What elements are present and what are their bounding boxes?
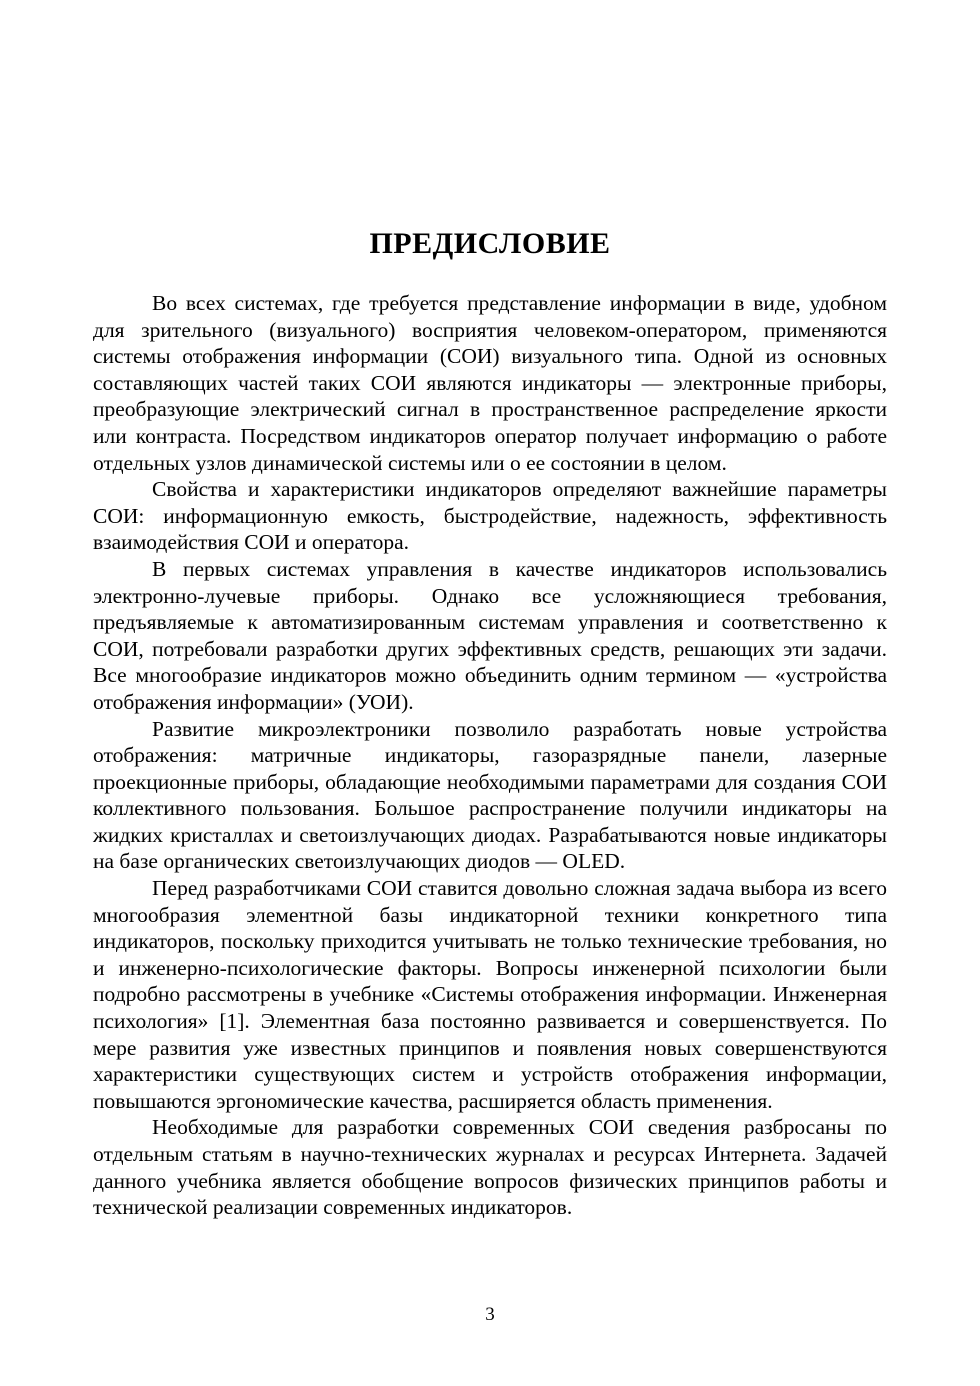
paragraph: Перед разработчиками СОИ ставится довольно сложная задача выбора из всего многообразия элементной базы индикаторной техники конкретного типа индикаторов, поскольку приходится учитывать не только технические требования, но и инженерно-психологические факторы. Вопросы инженерной психологии были подробно рассмотрены в учебнике «Системы отображения информации. Инженерная психология» [1]. Элементная база постоянно развивается и совершенствуется. По мере развития уже известных принципов и появления новых совершенствуются характеристики существующих систем и устройств отображения информации, повышаются эргономические качества, расширяется область применения.: [93, 876, 887, 1113]
body-text: [93, 290, 887, 1221]
page-title: ПРЕДИСЛОВИЕ: [369, 227, 611, 260]
paragraph: Во всех системах, где требуется представление информации в виде, удобном для зрительного (визуального) восприятия человеком-оператором, применяются системы отображения информации (СОИ) визуального типа. Одной из основных составляющих частей таких СОИ являются индикаторы — электронные приборы, преобразующие электрический сигнал в пространственное распределение яркости или контраста. Посредством индикаторов оператор получает информацию о работе отдельных узлов динамической системы или о ее состоянии в целом.: [93, 291, 887, 475]
paragraph: В первых системах управления в качестве индикаторов использовались электронно-лучевые приборы. Однако все усложняющиеся требования, предъявляемые к автоматизированным системам управления и соответственно к СОИ, потребовали разработки других эффективных средств, решающих эти задачи. Все многообразие индикаторов можно объединить одним термином — «устройства отображения информации» (УОИ).: [93, 556, 887, 714]
paragraph: Развитие микроэлектроники позволило разработать новые устройства отображения: матричные индикаторы, газоразрядные панели, лазерные проекционные приборы, обладающие необходимыми параметрами для создания СОИ коллективного пользования. Большое распространение получили индикаторы на жидких кристаллах и светоизлучающих диодах. Разрабатываются новые индикаторы на базе органических светоизлучающих диодов — OLED.: [93, 716, 887, 874]
paragraph: Свойства и характеристики индикаторов определяют важнейшие параметры СОИ: информационную емкость, быстродействие, надежность, эффективность взаимодействия СОИ и оператора.: [93, 477, 887, 555]
page-number: 3: [485, 1304, 495, 1325]
paragraph: Необходимые для разработки современных СОИ сведения разбросаны по отдельным статьям в научно-технических журналах и ресурсах Интернета. Задачей данного учебника является обобщение вопросов физических принципов работы и технической реализации современных индикаторов.: [93, 1115, 887, 1220]
